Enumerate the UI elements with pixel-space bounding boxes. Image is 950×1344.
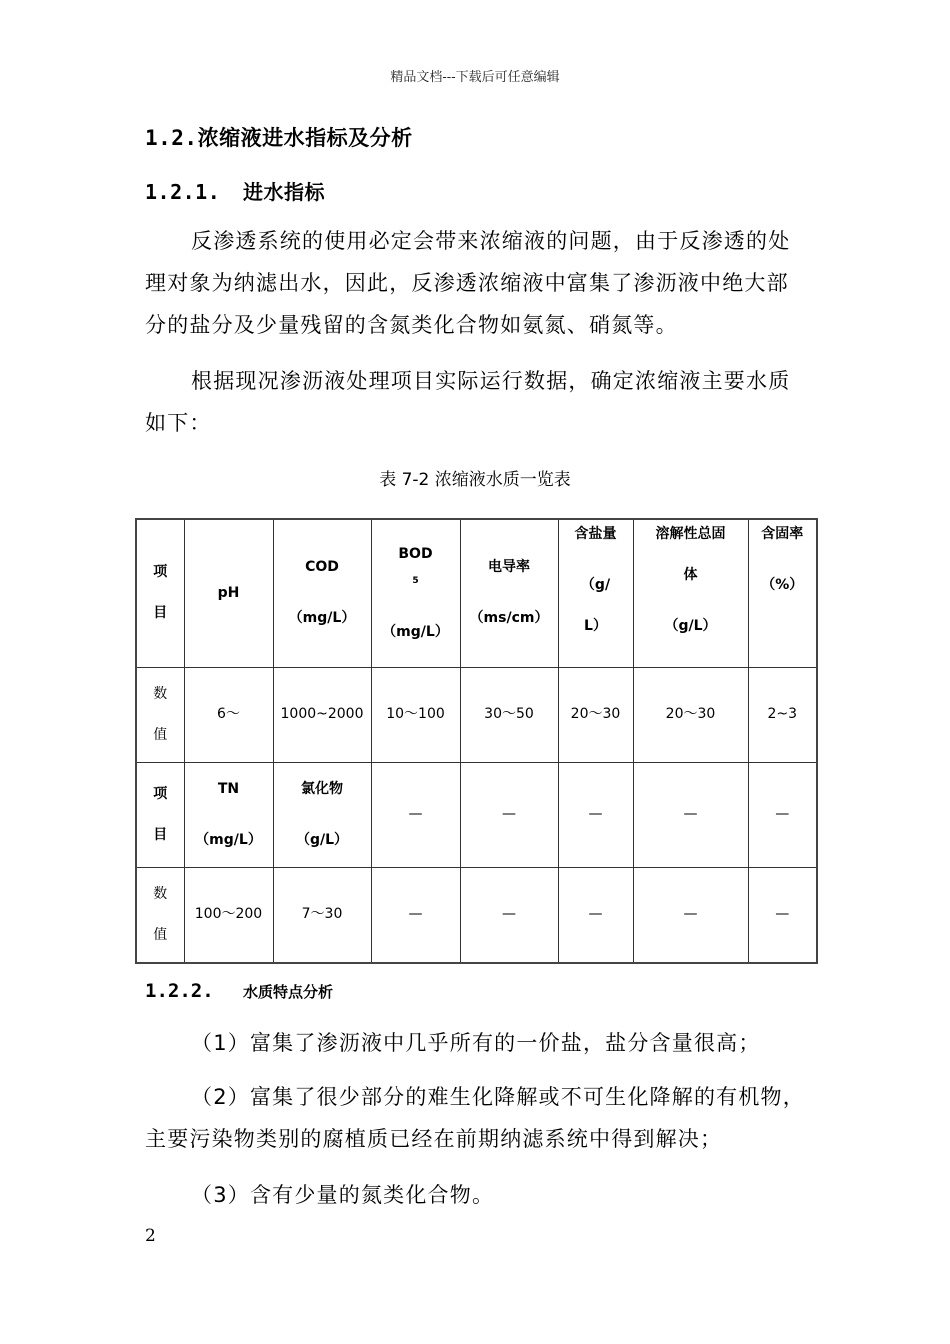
value-bod5: 10～100 — [371, 667, 460, 762]
subsection-number-1: 1.2.1. — [145, 180, 221, 204]
header-solid-content: 含固率 （%） — [748, 519, 817, 667]
empty-dash: — — [371, 762, 460, 867]
empty-dash: — — [748, 867, 817, 963]
subsection-title-2: 水质特点分析 — [243, 983, 334, 1001]
section-title: 浓缩液进水指标及分析 — [197, 126, 413, 150]
header-bod5: BOD $_5$ （mg/L） — [371, 519, 460, 667]
header-cod: COD （mg/L） — [273, 519, 371, 667]
header-chloride: 氯化物 （g/L） — [273, 762, 371, 867]
page-number: 2 — [145, 1226, 156, 1246]
value-tds: 20～30 — [633, 667, 748, 762]
row-label-value: 数 值 — [136, 667, 184, 762]
empty-dash: — — [460, 762, 558, 867]
row-label-item: 项 目 — [136, 762, 184, 867]
table-caption: 表 7-2 浓缩液水质一览表 — [379, 470, 571, 490]
empty-dash: — — [460, 867, 558, 963]
header-salt-content: 含盐量 （g/ L） — [558, 519, 633, 667]
empty-dash: — — [633, 867, 748, 963]
table-row — [136, 867, 817, 963]
header-tds: 溶解性总固 体 （g/L） — [633, 519, 748, 667]
row-label-item: 项 目 — [136, 519, 184, 667]
table-row — [136, 762, 817, 867]
value-chloride: 7～30 — [273, 867, 371, 963]
page-header: 精品文档---下载后可任意编辑 — [390, 70, 560, 85]
section-number: 1.2. — [145, 126, 198, 150]
section-heading — [145, 122, 413, 152]
value-solid-content: 2~3 — [748, 667, 817, 762]
paragraph-2: 根据现况渗沥液处理项目实际运行数据，确定浓缩液主要水质如下： — [145, 369, 791, 435]
value-ph: 6～ — [184, 667, 273, 762]
empty-dash: — — [558, 762, 633, 867]
table-row — [136, 667, 817, 762]
empty-dash: — — [748, 762, 817, 867]
value-cod: 1000~2000 — [273, 667, 371, 762]
empty-dash: — — [371, 867, 460, 963]
list-item-1: （1）富集了渗沥液中几乎所有的一价盐，盐分含量很高； — [191, 1031, 761, 1055]
header-ph: pH — [184, 519, 273, 667]
value-conductivity: 30～50 — [460, 667, 558, 762]
water-quality-table — [135, 518, 818, 964]
row-label-value: 数 值 — [136, 867, 184, 963]
list-item-3: （3）含有少量的氮类化合物。 — [191, 1183, 495, 1207]
value-tn: 100～200 — [184, 867, 273, 963]
empty-dash: — — [633, 762, 748, 867]
header-tn: TN （mg/L） — [184, 762, 273, 867]
subsection-title-1: 进水指标 — [243, 180, 325, 204]
subsection-heading-2 — [145, 980, 333, 1002]
value-salt-content: 20～30 — [558, 667, 633, 762]
paragraph-1: 反渗透系统的使用必定会带来浓缩液的问题，由于反渗透的处理对象为纳滤出水，因此，反渗透浓缩液中富集了渗沥液中绝大部分的盐分及少量残留的含氮类化合物如氨氮、硝氮等。 — [145, 229, 791, 337]
list-item-2: （2）富集了很少部分的难生化降解或不可生化降解的有机物，主要污染物类别的腐植质已经在前期纳滤系统中得到解决； — [145, 1085, 805, 1151]
subsection-number-2: 1.2.2. — [145, 980, 214, 1002]
empty-dash: — — [558, 867, 633, 963]
subsection-heading-1 — [145, 176, 325, 205]
header-conductivity: 电导率 （ms/cm） — [460, 519, 558, 667]
table-row — [136, 519, 817, 667]
